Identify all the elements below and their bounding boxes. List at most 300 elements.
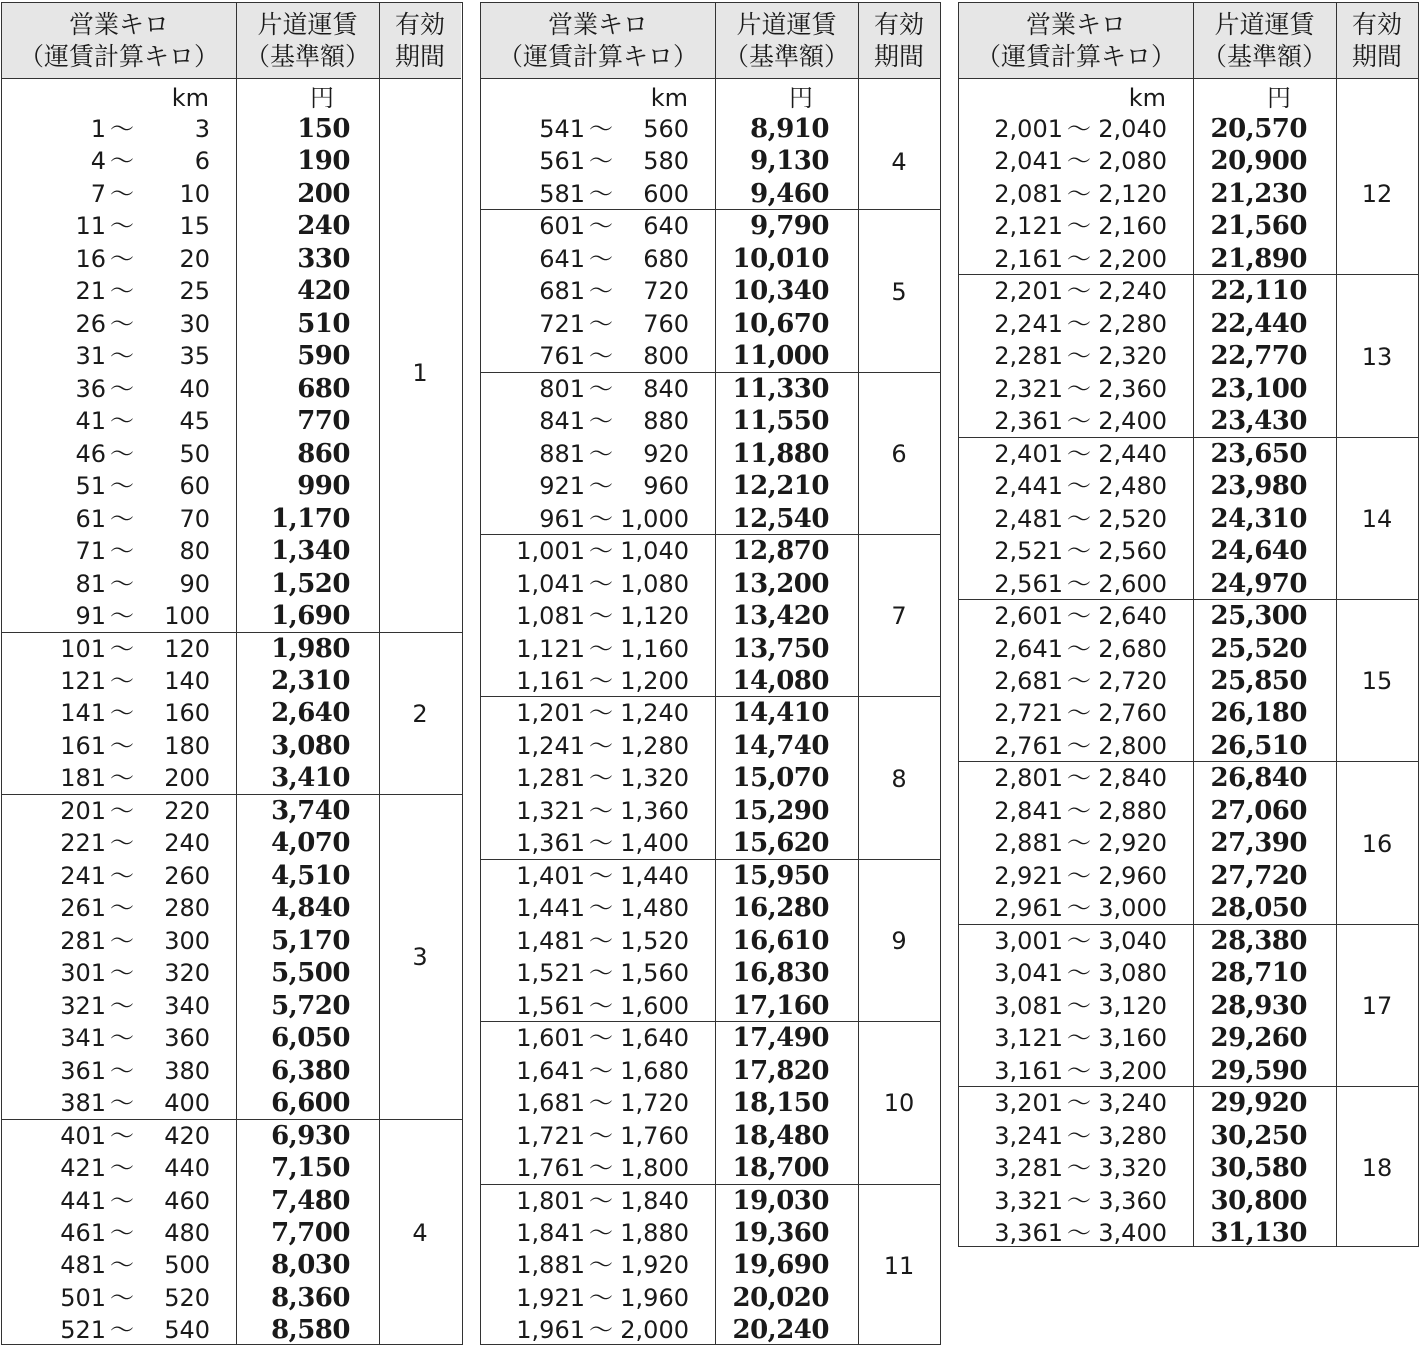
distance-from: 1,481 <box>516 926 585 955</box>
fare-value: 15,950 <box>732 860 829 891</box>
header-fare-label: 片道運賃 <box>257 9 358 39</box>
distance-to: 2,960 <box>1098 861 1167 890</box>
fare-value: 3,740 <box>271 795 350 826</box>
fare-value: 8,360 <box>271 1282 350 1313</box>
range-tilde: ～ <box>589 147 613 176</box>
distance-to: 260 <box>164 861 210 890</box>
distance-from: 1,121 <box>516 634 585 663</box>
fare-value: 23,100 <box>1210 373 1307 404</box>
range-tilde: ～ <box>589 1024 613 1053</box>
range-tilde: ～ <box>110 1283 134 1312</box>
fare-value: 12,540 <box>732 503 829 534</box>
header-period-label: 有効 <box>1351 9 1402 39</box>
header-kilo-label: 営業キロ <box>68 9 169 39</box>
distance-to: 1,400 <box>620 829 689 858</box>
range-tilde: ～ <box>110 1056 134 1085</box>
distance-to: 3,400 <box>1098 1218 1167 1247</box>
fare-value: 13,750 <box>732 633 829 664</box>
fare-value: 13,200 <box>732 568 829 599</box>
fare-value: 25,850 <box>1210 665 1307 696</box>
distance-to: 2,360 <box>1098 374 1167 403</box>
distance-to: 2,440 <box>1098 439 1167 468</box>
distance-to: 120 <box>164 634 210 663</box>
distance-to: 500 <box>164 1251 210 1280</box>
distance-to: 760 <box>643 309 689 338</box>
distance-from: 101 <box>60 634 106 663</box>
fare-value: 30,250 <box>1210 1120 1307 1151</box>
distance-from: 2,521 <box>994 537 1063 566</box>
table-header <box>959 3 1418 79</box>
distance-to: 580 <box>643 147 689 176</box>
header-fare-label: 片道運賃 <box>1214 9 1315 39</box>
fare-value: 27,060 <box>1210 795 1307 826</box>
range-tilde: ～ <box>589 212 613 241</box>
distance-to: 3,080 <box>1098 959 1167 988</box>
distance-from: 81 <box>75 569 106 598</box>
distance-from: 3,121 <box>994 1024 1063 1053</box>
range-tilde: ～ <box>110 991 134 1020</box>
distance-from: 2,881 <box>994 829 1063 858</box>
distance-from: 71 <box>75 537 106 566</box>
unit-yen: 円 <box>1267 84 1291 112</box>
distance-to: 2,600 <box>1098 569 1167 598</box>
distance-from: 201 <box>60 796 106 825</box>
distance-to: 2,120 <box>1098 179 1167 208</box>
fare-value: 20,240 <box>732 1315 829 1346</box>
range-tilde: ～ <box>589 342 613 371</box>
distance-to: 3 <box>194 115 210 143</box>
header-period <box>1336 3 1418 78</box>
range-tilde: ～ <box>1067 926 1091 955</box>
fare-value: 14,080 <box>732 665 829 696</box>
header-fare-sublabel: （基準額） <box>723 41 849 71</box>
distance-from: 441 <box>60 1186 106 1215</box>
distance-from: 601 <box>539 212 585 241</box>
distance-to: 2,520 <box>1098 504 1167 533</box>
fare-value: 25,300 <box>1210 601 1307 632</box>
distance-from: 1,801 <box>516 1186 585 1215</box>
fare-value: 3,410 <box>271 763 350 794</box>
distance-from: 2,121 <box>994 212 1063 241</box>
fare-value: 28,930 <box>1210 990 1307 1021</box>
distance-from: 4 <box>90 147 106 176</box>
range-tilde: ～ <box>1067 1186 1091 1215</box>
validity-period: 13 <box>1361 342 1393 371</box>
distance-from: 36 <box>75 374 106 403</box>
distance-to: 2,880 <box>1098 796 1167 825</box>
fare-value: 20,020 <box>732 1282 829 1313</box>
range-tilde: ～ <box>589 1251 613 1280</box>
range-tilde: ～ <box>110 1251 134 1280</box>
distance-from: 2,681 <box>994 666 1063 695</box>
fare-value: 6,930 <box>271 1120 350 1151</box>
range-tilde: ～ <box>1067 1154 1091 1183</box>
fare-value: 17,160 <box>732 990 829 1021</box>
distance-from: 1,281 <box>516 764 585 793</box>
distance-to: 2,840 <box>1098 764 1167 793</box>
distance-from: 61 <box>75 504 106 533</box>
fare-value: 26,840 <box>1210 763 1307 794</box>
distance-from: 341 <box>60 1024 106 1053</box>
range-tilde: ～ <box>110 796 134 825</box>
range-tilde: ～ <box>110 731 134 760</box>
range-tilde: ～ <box>589 1154 613 1183</box>
distance-to: 1,760 <box>620 1121 689 1150</box>
unit-yen: 円 <box>310 84 334 112</box>
header-kilo <box>959 3 1193 78</box>
distance-to: 520 <box>164 1283 210 1312</box>
distance-from: 301 <box>60 959 106 988</box>
range-tilde: ～ <box>1067 179 1091 208</box>
distance-to: 2,680 <box>1098 634 1167 663</box>
distance-from: 16 <box>75 244 106 273</box>
distance-from: 1 <box>90 115 106 143</box>
distance-to: 2,240 <box>1098 277 1167 306</box>
fare-value: 19,030 <box>732 1185 829 1216</box>
distance-from: 1,161 <box>516 666 585 695</box>
range-tilde: ～ <box>589 1121 613 1150</box>
distance-to: 2,320 <box>1098 342 1167 371</box>
range-tilde: ～ <box>110 829 134 858</box>
range-tilde: ～ <box>589 991 613 1020</box>
range-tilde: ～ <box>589 115 613 143</box>
fare-value: 10,670 <box>732 308 829 339</box>
distance-to: 1,200 <box>620 666 689 695</box>
validity-period: 3 <box>412 943 428 972</box>
range-tilde: ～ <box>110 472 134 501</box>
table-header <box>481 3 940 79</box>
unit-km: km <box>650 84 688 112</box>
distance-to: 2,480 <box>1098 472 1167 501</box>
header-kilo <box>481 3 715 78</box>
validity-period: 4 <box>412 1219 428 1248</box>
distance-to: 320 <box>164 959 210 988</box>
distance-from: 41 <box>75 407 106 436</box>
range-tilde: ～ <box>110 1186 134 1215</box>
validity-period: 4 <box>891 147 907 176</box>
range-tilde: ～ <box>110 926 134 955</box>
distance-from: 481 <box>60 1251 106 1280</box>
fare-value: 8,580 <box>271 1315 350 1346</box>
distance-from: 2,481 <box>994 504 1063 533</box>
range-tilde: ～ <box>1067 634 1091 663</box>
range-tilde: ～ <box>110 1089 134 1118</box>
fare-value: 30,580 <box>1210 1153 1307 1184</box>
distance-from: 161 <box>60 731 106 760</box>
distance-to: 6 <box>194 147 210 176</box>
distance-to: 920 <box>643 439 689 468</box>
distance-from: 2,241 <box>994 309 1063 338</box>
distance-from: 31 <box>75 342 106 371</box>
fare-value: 200 <box>297 178 350 209</box>
fare-value: 24,310 <box>1210 503 1307 534</box>
distance-to: 15 <box>179 212 210 241</box>
distance-to: 240 <box>164 829 210 858</box>
range-tilde: ～ <box>589 504 613 533</box>
distance-from: 401 <box>60 1121 106 1150</box>
range-tilde: ～ <box>1067 959 1091 988</box>
distance-from: 961 <box>539 504 585 533</box>
range-tilde: ～ <box>110 407 134 436</box>
fare-table-panel-3 <box>958 2 1419 1247</box>
range-tilde: ～ <box>110 244 134 273</box>
distance-to: 220 <box>164 796 210 825</box>
range-tilde: ～ <box>110 342 134 371</box>
distance-from: 1,881 <box>516 1251 585 1280</box>
distance-to: 420 <box>164 1121 210 1150</box>
distance-from: 381 <box>60 1089 106 1118</box>
fare-value: 30,800 <box>1210 1185 1307 1216</box>
fare-value: 11,880 <box>732 438 829 469</box>
distance-from: 1,321 <box>516 796 585 825</box>
header-period-label: 有効 <box>873 9 924 39</box>
range-tilde: ～ <box>110 764 134 793</box>
fare-value: 190 <box>297 146 350 177</box>
distance-from: 2,081 <box>994 179 1063 208</box>
fare-value: 9,790 <box>750 211 829 242</box>
distance-from: 1,961 <box>516 1316 585 1345</box>
table-header <box>2 3 461 79</box>
distance-from: 421 <box>60 1154 106 1183</box>
distance-to: 1,480 <box>620 894 689 923</box>
distance-from: 361 <box>60 1056 106 1085</box>
distance-from: 141 <box>60 699 106 728</box>
header-kilo-sublabel: （運賃計算キロ） <box>975 41 1176 71</box>
fare-value: 16,610 <box>732 925 829 956</box>
distance-to: 3,040 <box>1098 926 1167 955</box>
range-tilde: ～ <box>110 1024 134 1053</box>
range-tilde: ～ <box>110 894 134 923</box>
header-fare-label: 片道運賃 <box>736 9 837 39</box>
distance-from: 3,201 <box>994 1089 1063 1118</box>
fare-value: 18,480 <box>732 1120 829 1151</box>
fare-value: 1,520 <box>271 568 350 599</box>
fare-value: 28,380 <box>1210 925 1307 956</box>
range-tilde: ～ <box>589 1089 613 1118</box>
range-tilde: ～ <box>1067 1089 1091 1118</box>
distance-from: 2,281 <box>994 342 1063 371</box>
distance-from: 2,601 <box>994 602 1063 631</box>
fare-value: 1,980 <box>271 633 350 664</box>
range-tilde: ～ <box>1067 537 1091 566</box>
distance-from: 1,841 <box>516 1218 585 1247</box>
distance-from: 3,161 <box>994 1056 1063 1085</box>
distance-from: 3,281 <box>994 1154 1063 1183</box>
fare-value: 7,480 <box>271 1185 350 1216</box>
fare-value: 9,130 <box>750 146 829 177</box>
distance-to: 180 <box>164 731 210 760</box>
range-tilde: ～ <box>1067 407 1091 436</box>
fare-value: 2,640 <box>271 698 350 729</box>
validity-period: 8 <box>891 764 907 793</box>
fare-value: 23,430 <box>1210 406 1307 437</box>
range-tilde: ～ <box>110 1316 134 1345</box>
fare-value: 330 <box>297 243 350 274</box>
distance-from: 921 <box>539 472 585 501</box>
range-tilde: ～ <box>110 537 134 566</box>
range-tilde: ～ <box>1067 699 1091 728</box>
fare-value: 22,110 <box>1210 276 1307 307</box>
fare-value: 28,050 <box>1210 893 1307 924</box>
distance-to: 1,360 <box>620 796 689 825</box>
distance-from: 2,921 <box>994 861 1063 890</box>
range-tilde: ～ <box>589 731 613 760</box>
distance-to: 2,920 <box>1098 829 1167 858</box>
distance-from: 2,321 <box>994 374 1063 403</box>
distance-to: 50 <box>179 439 210 468</box>
range-tilde: ～ <box>589 1283 613 1312</box>
fare-value: 17,820 <box>732 1055 829 1086</box>
distance-to: 280 <box>164 894 210 923</box>
fare-value: 14,740 <box>732 730 829 761</box>
distance-to: 1,800 <box>620 1154 689 1183</box>
range-tilde: ～ <box>589 699 613 728</box>
distance-from: 1,601 <box>516 1024 585 1053</box>
range-tilde: ～ <box>110 374 134 403</box>
distance-from: 2,721 <box>994 699 1063 728</box>
distance-to: 1,720 <box>620 1089 689 1118</box>
distance-to: 1,120 <box>620 602 689 631</box>
range-tilde: ～ <box>589 407 613 436</box>
fare-value: 10,340 <box>732 276 829 307</box>
distance-to: 2,640 <box>1098 602 1167 631</box>
distance-to: 3,200 <box>1098 1056 1167 1085</box>
range-tilde: ～ <box>1067 342 1091 371</box>
fare-value: 29,590 <box>1210 1055 1307 1086</box>
range-tilde: ～ <box>589 796 613 825</box>
distance-from: 841 <box>539 407 585 436</box>
range-tilde: ～ <box>589 1316 613 1345</box>
fare-value: 23,980 <box>1210 471 1307 502</box>
distance-to: 1,880 <box>620 1218 689 1247</box>
distance-to: 45 <box>179 407 210 436</box>
range-tilde: ～ <box>110 277 134 306</box>
range-tilde: ～ <box>1067 1121 1091 1150</box>
distance-to: 40 <box>179 374 210 403</box>
range-tilde: ～ <box>589 829 613 858</box>
fare-value: 22,770 <box>1210 341 1307 372</box>
fare-value: 19,690 <box>732 1250 829 1281</box>
range-tilde: ～ <box>1067 602 1091 631</box>
unit-km: km <box>171 84 209 112</box>
distance-to: 3,000 <box>1098 894 1167 923</box>
distance-to: 1,000 <box>620 504 689 533</box>
distance-to: 1,160 <box>620 634 689 663</box>
distance-to: 2,280 <box>1098 309 1167 338</box>
distance-to: 25 <box>179 277 210 306</box>
fare-value: 4,510 <box>271 860 350 891</box>
distance-from: 11 <box>75 212 106 241</box>
distance-from: 541 <box>539 115 585 143</box>
range-tilde: ～ <box>1067 244 1091 273</box>
distance-to: 1,840 <box>620 1186 689 1215</box>
header-fare <box>1193 3 1336 78</box>
distance-to: 1,920 <box>620 1251 689 1280</box>
range-tilde: ～ <box>1067 796 1091 825</box>
fare-value: 4,070 <box>271 828 350 859</box>
range-tilde: ～ <box>110 634 134 663</box>
fare-value: 1,690 <box>271 601 350 632</box>
distance-to: 360 <box>164 1024 210 1053</box>
distance-from: 2,641 <box>994 634 1063 663</box>
fare-value: 16,280 <box>732 893 829 924</box>
range-tilde: ～ <box>1067 147 1091 176</box>
distance-to: 460 <box>164 1186 210 1215</box>
fare-table-panel-2 <box>480 2 941 1345</box>
distance-from: 3,081 <box>994 991 1063 1020</box>
distance-to: 880 <box>643 407 689 436</box>
distance-to: 600 <box>643 179 689 208</box>
fare-value: 420 <box>297 276 350 307</box>
range-tilde: ～ <box>110 959 134 988</box>
fare-value: 6,380 <box>271 1055 350 1086</box>
range-tilde: ～ <box>110 504 134 533</box>
distance-to: 200 <box>164 764 210 793</box>
distance-from: 1,081 <box>516 602 585 631</box>
range-tilde: ～ <box>1067 309 1091 338</box>
fare-value: 27,390 <box>1210 828 1307 859</box>
distance-to: 1,960 <box>620 1283 689 1312</box>
validity-period: 7 <box>891 602 907 631</box>
distance-from: 1,001 <box>516 537 585 566</box>
distance-to: 1,320 <box>620 764 689 793</box>
distance-to: 380 <box>164 1056 210 1085</box>
fare-value: 860 <box>297 438 350 469</box>
validity-period: 17 <box>1361 991 1393 1020</box>
fare-value: 1,340 <box>271 536 350 567</box>
fare-value: 11,000 <box>732 341 829 372</box>
fare-value: 6,050 <box>271 1023 350 1054</box>
header-period <box>858 3 940 78</box>
range-tilde: ～ <box>110 602 134 631</box>
fare-value: 770 <box>297 406 350 437</box>
distance-to: 1,080 <box>620 569 689 598</box>
range-tilde: ～ <box>589 439 613 468</box>
distance-to: 20 <box>179 244 210 273</box>
distance-from: 1,401 <box>516 861 585 890</box>
range-tilde: ～ <box>589 1218 613 1247</box>
distance-to: 2,200 <box>1098 244 1167 273</box>
range-tilde: ～ <box>1067 439 1091 468</box>
fare-value: 5,170 <box>271 925 350 956</box>
distance-from: 2,761 <box>994 731 1063 760</box>
fare-value: 15,620 <box>732 828 829 859</box>
distance-to: 2,160 <box>1098 212 1167 241</box>
validity-period: 6 <box>891 439 907 468</box>
distance-from: 46 <box>75 439 106 468</box>
fare-value: 18,700 <box>732 1153 829 1184</box>
distance-to: 3,120 <box>1098 991 1167 1020</box>
distance-to: 1,560 <box>620 959 689 988</box>
header-period-sublabel: 期間 <box>394 41 445 71</box>
distance-to: 2,080 <box>1098 147 1167 176</box>
range-tilde: ～ <box>1067 829 1091 858</box>
fare-value: 510 <box>297 308 350 339</box>
range-tilde: ～ <box>1067 115 1091 143</box>
distance-to: 480 <box>164 1218 210 1247</box>
distance-to: 90 <box>179 569 210 598</box>
distance-from: 2,961 <box>994 894 1063 923</box>
distance-to: 3,280 <box>1098 1121 1167 1150</box>
distance-to: 70 <box>179 504 210 533</box>
range-tilde: ～ <box>589 861 613 890</box>
distance-from: 2,161 <box>994 244 1063 273</box>
distance-from: 2,441 <box>994 472 1063 501</box>
fare-value: 28,710 <box>1210 958 1307 989</box>
fare-value: 590 <box>297 341 350 372</box>
validity-period: 9 <box>891 926 907 955</box>
header-kilo <box>2 3 236 78</box>
